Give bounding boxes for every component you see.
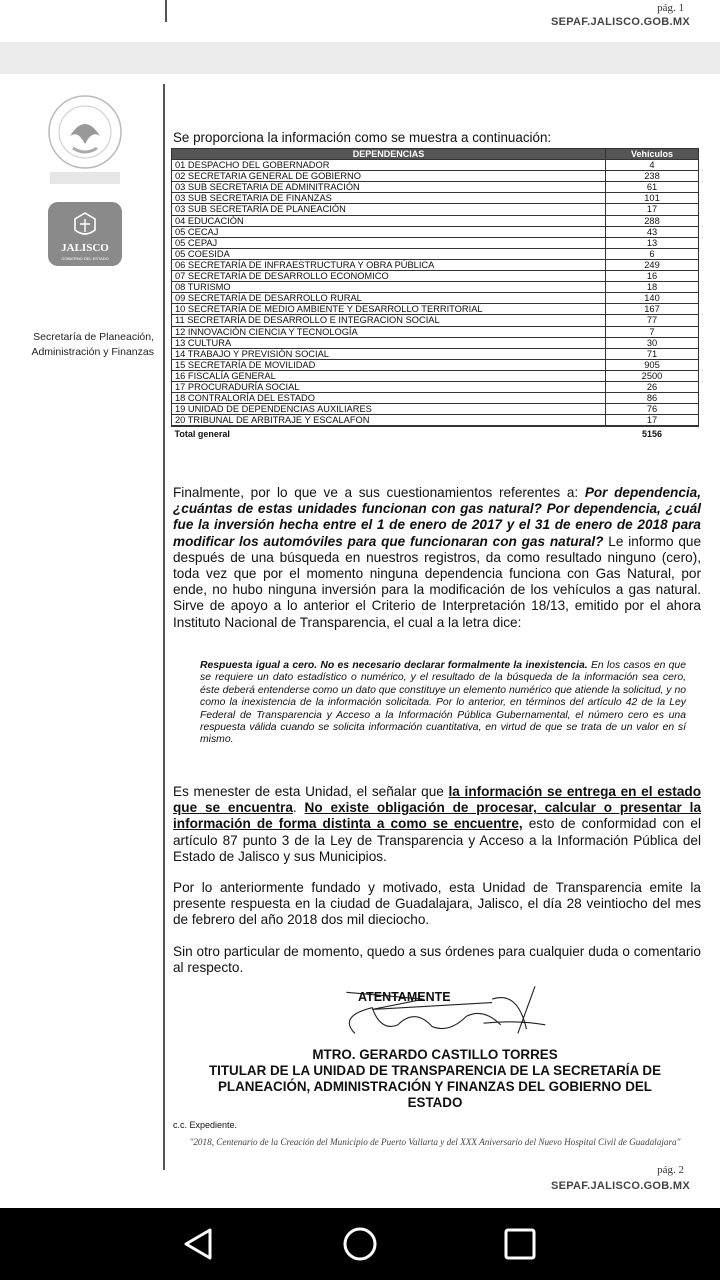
table-row: [172, 271, 699, 282]
vehiculos-cell: 905: [606, 359, 699, 370]
vehiculos-cell: 86: [606, 393, 699, 404]
dependencia-cell: 15 SECRETARÍA DE MOVILIDAD: [172, 359, 606, 370]
paragraph-lead: Es menester de esta Unidad, el señalar que: [173, 784, 449, 799]
vehiculos-cell: 7: [606, 326, 699, 337]
signer-block: [190, 1047, 680, 1111]
vehiculos-cell: 30: [606, 337, 699, 348]
site-url: SEPAF.JALISCO.GOB.MX: [550, 1180, 690, 1192]
back-icon[interactable]: [170, 1222, 230, 1266]
vehiculos-cell: 249: [606, 259, 699, 270]
margin-line: [165, 0, 167, 22]
table-row: [172, 359, 699, 370]
dependencia-cell: 17 PROCURADURÍA SOCIAL: [172, 381, 606, 392]
jalisco-logo-text: JALISCO: [61, 242, 109, 254]
vehiculos-cell: 17: [606, 204, 699, 215]
table-row: [172, 337, 699, 348]
table-row: [172, 237, 699, 248]
margin-line: [163, 84, 165, 1170]
table-row: [172, 215, 699, 226]
quote-body: En los casos en que se requiere un dato estadístico o numérico, y el resultado de la búsqueda de la información sea cero, éste deberá entenderse como un dato que constituye un elemento numérico que atiende la solicitud, y no como la inexistencia de la información solicitada. Por lo anterior, en términos del artículo 42 de la Ley Federal de Transparencia y Acceso a la Información Pública Gubernamental, el número cero es una respuesta válida cuando se solicita información cuantitativa, en virtud de que se trata de un valor en sí mismo.: [200, 660, 686, 746]
dependencia-cell: 19 UNIDAD DE DEPENDENCIAS AUXILIARES: [172, 404, 606, 415]
bold-underline-text: No existe obligación de procesar, calcular o presentar la información de forma distinta a como se encuentre,: [173, 800, 702, 832]
table-row: [172, 404, 699, 415]
table-row: [172, 348, 699, 359]
paragraph-rest: Le informo que después de una búsqueda en nuestros registros, da como resultado ninguno (cero), toda vez que por el momento ninguna dependencia funciona con Gas Natural, por ende, no hubo ninguna inversión para la modificación de los vehículos a gas natural. Sirve de apoyo a lo anterior el Criterio de Interpretación 18/13, emitido por el ahora Instituto Nacional de Transparencia, el cual a la letra dice:: [173, 533, 702, 630]
intro-text: Se proporciona la información como se muestra a continuación:: [173, 130, 552, 145]
table-row: [172, 326, 699, 337]
page-number: pág. 1: [657, 2, 684, 14]
vehiculos-cell: 61: [606, 182, 699, 193]
dependencia-cell: 08 TURISMO: [172, 282, 606, 293]
page-gap: [0, 42, 720, 74]
dependencia-cell: 03 SUB SECRETARIA DE ADMINITRACIÓN: [172, 182, 606, 193]
department-name-line: Secretaría de Planeación,: [33, 331, 154, 343]
dependencia-cell: 12 INNOVACIÓN CIENCIA Y TECNOLOGÍA: [172, 326, 606, 337]
table-row: [172, 393, 699, 404]
dependencia-cell: 05 CECAJ: [172, 226, 606, 237]
vehiculos-cell: 288: [606, 215, 699, 226]
signer-name: MTRO. GERARDO CASTILLO TORRES: [312, 1047, 558, 1062]
page-number: pág. 2: [657, 1164, 684, 1176]
header-vehiculos: Vehículos: [606, 149, 699, 160]
paragraph-closing: Sin otro particular de momento, quedo a sus órdenes para cualquier duda o comentario al respecto.: [173, 944, 701, 976]
home-icon[interactable]: [330, 1222, 390, 1266]
dependencia-cell: 06 SECRETARÍA DE INFRAESTRUCTURA Y OBRA PÚBLICA: [172, 259, 606, 270]
vehiculos-cell: 76: [606, 404, 699, 415]
table-row: [172, 204, 699, 215]
paragraph-rest: esto de conformidad con el artículo 87 punto 3 de la Ley de Transparencia y Acceso a la Información Pública del Estado de Jalisco y sus Municipios.: [173, 816, 701, 864]
vehiculos-cell: 26: [606, 381, 699, 392]
table-row: [172, 415, 699, 427]
department-name: [30, 330, 154, 360]
site-url: SEPAF.JALISCO.GOB.MX: [550, 16, 690, 28]
table-row: [172, 259, 699, 270]
jalisco-logo: [48, 202, 122, 266]
dependencia-cell: 07 SECRETARÍA DE DESARROLLO ECONOMICO: [172, 271, 606, 282]
cc-note: c.c. Expediente.: [173, 1120, 238, 1130]
dependencia-cell: 11 SECRETARÍA DE DESARROLLO E INTEGRACION SOCIAL: [172, 315, 606, 326]
vehiculos-cell: 140: [606, 293, 699, 304]
vehiculos-cell: 13: [606, 237, 699, 248]
total-label: Total general: [172, 426, 606, 441]
coat-of-arms-seal: [40, 84, 130, 188]
dependencia-cell: 09 SECRETARÍA DE DESARROLLO RURAL: [172, 293, 606, 304]
footer-quote: "2018, Centenario de la Creación del Municipio de Puerto Vallarta y del XXX Aniversario del Nuevo Hospital Civil de Guadalajara": [189, 1137, 681, 1147]
table-row: [172, 370, 699, 381]
dependencia-cell: 14 TRABAJO Y PREVISIÓN SOCIAL: [172, 348, 606, 359]
department-name-line: Administración y Finanzas: [31, 346, 154, 358]
dependencia-cell: 03 SUB SECRETARÍA DE PLANEACIÓN: [172, 204, 606, 215]
vehiculos-cell: 17: [606, 415, 699, 427]
vehiculos-cell: 71: [606, 348, 699, 359]
table-row: [172, 182, 699, 193]
criterion-quote: [200, 660, 686, 747]
quote-title: Respuesta igual a cero. No es necesario declarar formalmente la inexistencia.: [200, 660, 588, 671]
vehiculos-cell: 4: [606, 160, 699, 171]
dependencia-cell: 13 CULTURA: [172, 337, 606, 348]
table-row: [172, 171, 699, 182]
table-row: [172, 226, 699, 237]
atentamente-label: ATENTAMENTE: [358, 990, 451, 1004]
table-total-row: [172, 426, 699, 441]
vehiculos-cell: 238: [606, 171, 699, 182]
vehiculos-cell: 18: [606, 282, 699, 293]
signer-title: TITULAR DE LA UNIDAD DE TRANSPARENCIA DE LA SECRETARÍA DE PLANEACIÓN, ADMINISTRACIÓN Y FINANZAS DEL GOBIERNO DEL ESTADO: [208, 1063, 662, 1110]
vehiculos-cell: 6: [606, 248, 699, 259]
dependencia-cell: 10 SECRETARÍA DE MEDIO AMBIENTE Y DESARROLLO TERRITORIAL: [172, 304, 606, 315]
table-row: [172, 160, 699, 171]
table-row: [172, 293, 699, 304]
dependencia-cell: 02 SECRETARIA GENERAL DE GOBIERNO: [172, 171, 606, 182]
vehiculos-cell: 167: [606, 304, 699, 315]
vehiculos-cell: 43: [606, 226, 699, 237]
paragraph-obligation: [173, 784, 701, 865]
paragraph-questions: [173, 485, 701, 631]
dependencia-cell: 16 FISCALÍA GENERAL: [172, 370, 606, 381]
jalisco-emblem-icon: [70, 210, 100, 240]
previous-page-footer: [0, 0, 720, 42]
recents-icon[interactable]: [490, 1222, 550, 1266]
total-value: 5156: [606, 426, 699, 441]
table-row: [172, 304, 699, 315]
vehiculos-cell: 2500: [606, 370, 699, 381]
dependencia-cell: 03 SUB SECRETARIA DE FINANZAS: [172, 193, 606, 204]
table-header-row: [172, 149, 699, 160]
table-row: [172, 282, 699, 293]
header-dependencias: DEPENDENCIAS: [172, 149, 606, 160]
questions-text: Por dependencia, ¿cuántas de estas unidades funcionan con gas natural? Por dependencia, ¿cuál fue la inversión hecha entre el 1 de enero de 2017 y el 31 de enero de 2018 para modificar los automóviles para que funcionaran con gas natural?: [173, 485, 701, 549]
paragraph-mid: .: [292, 800, 305, 816]
vehicles-table: [171, 148, 699, 441]
vehiculos-cell: 77: [606, 315, 699, 326]
dependencia-cell: 05 CEPAJ: [172, 237, 606, 248]
navigation-bar: [0, 1208, 720, 1280]
bold-underline-text: la información se entrega en el estado que se encuentra: [173, 784, 702, 816]
table-row: [172, 315, 699, 326]
jalisco-logo-subtext: GOBIERNO DEL ESTADO: [61, 256, 109, 261]
dependencia-cell: 04 EDUCACIÓN: [172, 215, 606, 226]
vehiculos-cell: 101: [606, 193, 699, 204]
document-page: [0, 74, 720, 1208]
table-row: [172, 193, 699, 204]
paragraph-lead: Finalmente, por lo que ve a sus cuestionamientos referentes a:: [173, 485, 585, 500]
dependencia-cell: 05 COESIDA: [172, 248, 606, 259]
dependencia-cell: 20 TRIBUNAL DE ARBITRAJE Y ESCALAFON: [172, 415, 606, 427]
table-row: [172, 381, 699, 392]
vehiculos-cell: 16: [606, 271, 699, 282]
table-row: [172, 248, 699, 259]
paragraph-grounds: Por lo anteriormente fundado y motivado, esta Unidad de Transparencia emite la presente respuesta en la ciudad de Guadalajara, Jalisco, el día 28 veintiocho del mes de febrero del año 2018 dos mil dieciocho.: [173, 880, 701, 928]
dependencia-cell: 01 DESPACHO DEL GOBERNADOR: [172, 160, 606, 171]
dependencia-cell: 18 CONTRALORÍA DEL ESTADO: [172, 393, 606, 404]
